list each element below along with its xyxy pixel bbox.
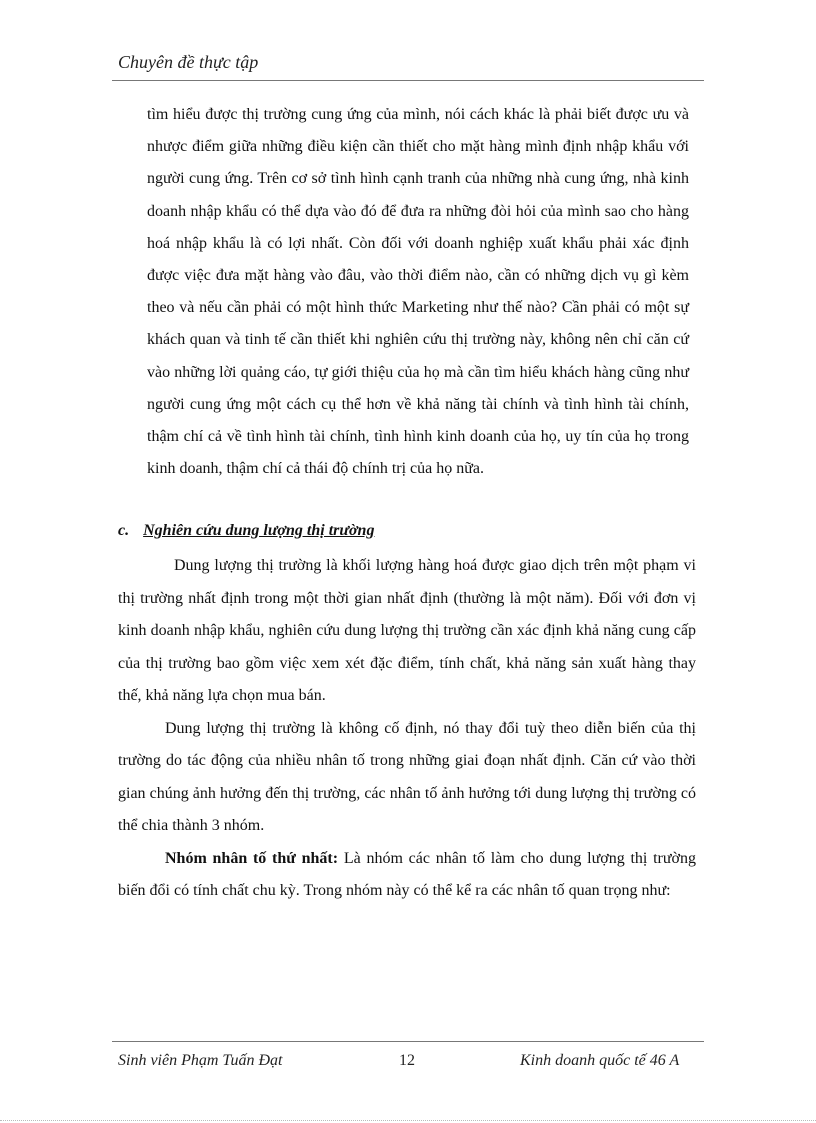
footer-page-number: 12 [399,1052,415,1069]
page-break-divider [0,1120,816,1121]
footer-author: Sinh viên Phạm Tuấn Đạt [118,1052,283,1069]
body-text [118,550,696,908]
paragraph-3 [118,843,696,908]
paragraph-3-lead: Nhóm nhân tố thứ nhất: [165,849,339,867]
paragraph-3-text: Là nhóm các nhân tố làm cho dung lượng thị trường biến đổi có tính chất chu kỳ. Trong nhóm này có thể kể ra các nhân tố quan trọng như: [118,849,696,899]
footer-course: Kinh doanh quốc tế 46 A [520,1052,680,1069]
section-title: Nghiên cứu dung lượng thị trường [143,522,375,539]
section-heading [118,522,374,540]
paragraph-2: Dung lượng thị trường là không cố định, nó thay đổi tuỳ theo diễn biến của thị trường do tác động của nhiều nhân tố trong những giai đoạn nhất định. Căn cứ vào thời gian chúng ảnh hưởng đến thị trường, các nhân tố ảnh hưởng tới dung lượng thị trường có thể chia thành 3 nhóm. [118,719,696,834]
page-header-title: Chuyên đề thực tập [118,52,259,72]
footer-rule [112,1041,704,1042]
indented-paragraph: tìm hiểu được thị trường cung ứng của mình, nói cách khác là phải biết được ưu và nhược điểm giữa những điều kiện cần thiết cho mặt hàng mình định nhập khẩu với người cung ứng. Trên cơ sở tình hình cạnh tranh của những nhà cung ứng, nhà kinh doanh nhập khẩu có thể dựa vào đó để đưa ra những đòi hỏi của mình sao cho hàng hoá nhập khẩu là có lợi nhất. Còn đối với doanh nghiệp xuất khẩu phải xác định được việc đưa mặt hàng vào đâu, vào thời điểm nào, cần có những dịch vụ gì kèm theo và nếu cần phải có một hình thức Marketing như thế nào? Cần phải có một sự khách quan và tinh tế cần thiết khi nghiên cứu thị trường này, không nên chỉ căn cứ vào những lời quảng cáo, tự giới thiệu của họ mà cần tìm hiểu khách hàng cũng như người cung ứng một cách cụ thể hơn về khả năng tài chính và tình hình tài chính, thậm chí cả về tình hình tài chính, tình hình kinh doanh của họ, uy tín của họ trong kinh doanh, thậm chí cả thái độ chính trị của họ nữa. [147,106,689,478]
header-rule [112,80,704,81]
section-letter: c. [118,522,130,539]
paragraph-1: Dung lượng thị trường là khối lượng hàng hoá được giao dịch trên một phạm vi thị trường nhất định trong một thời gian nhất định (thường là một năm). Đối với đơn vị kinh doanh nhập khẩu, nghiên cứu dung lượng thị trường cần xác định khả năng cung cấp của thị trường bao gồm việc xem xét đặc điểm, tính chất, khả năng sản xuất hàng thay thế, khả năng lựa chọn mua bán. [118,557,696,704]
